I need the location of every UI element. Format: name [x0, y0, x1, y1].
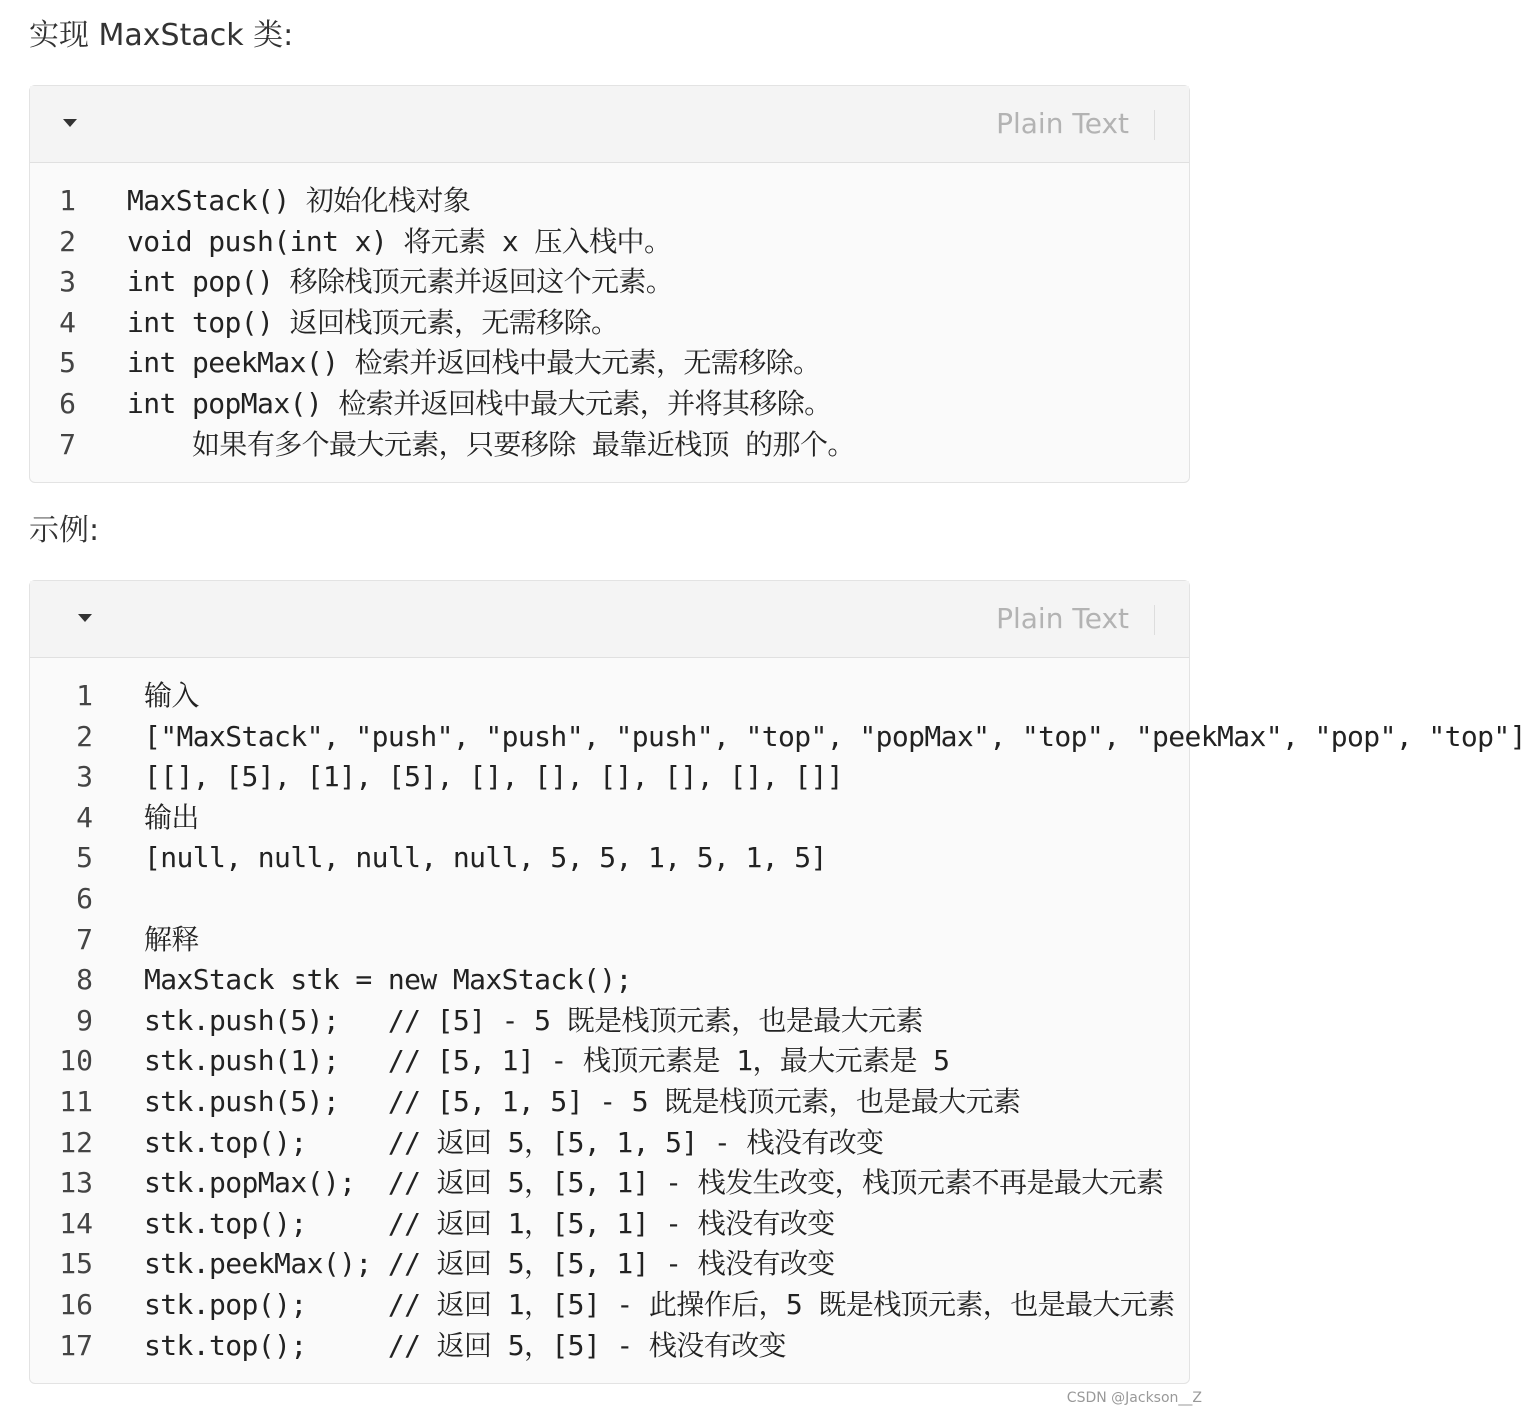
code-line: [30, 303, 1189, 344]
line-number: 13: [59, 1166, 93, 1200]
code-line: [30, 222, 1189, 263]
line-number: 11: [59, 1084, 93, 1118]
code-line: [30, 262, 1189, 303]
code-line: [30, 1204, 1189, 1245]
code-body: [30, 163, 1189, 465]
code-line: [30, 1326, 1189, 1367]
code-line: [30, 1123, 1189, 1164]
line-number: 3: [59, 265, 76, 299]
line-number: 5: [59, 346, 76, 380]
line-number: 4: [59, 305, 76, 339]
code-block-header: [30, 86, 1189, 163]
line-number: 17: [59, 1328, 93, 1362]
code-text: [null, null, null, null, 5, 5, 1, 5, 1, 5]: [144, 841, 827, 875]
code-line: [30, 1244, 1189, 1285]
line-number: 10: [59, 1044, 93, 1078]
language-label[interactable]: Plain Text: [996, 107, 1129, 140]
code-text: 输出: [144, 800, 199, 834]
code-text: MaxStack stk = new MaxStack();: [144, 963, 632, 997]
line-number: 2: [76, 719, 93, 753]
code-block-example: [29, 580, 1526, 1384]
code-text: 如果有多个最大元素，只要移除 最靠近栈顶 的那个。: [127, 427, 855, 461]
collapse-toggle-icon[interactable]: [78, 614, 92, 622]
code-text: ["MaxStack", "push", "push", "push", "top", "popMax", "top", "peekMax", "pop", "top"]: [144, 719, 1526, 753]
code-line: [30, 838, 1189, 879]
collapse-toggle-icon[interactable]: [63, 119, 77, 127]
code-text: stk.pop(); // 返回 1，[5] - 此操作后，5 既是栈顶元素，也是最大元素: [144, 1287, 1175, 1321]
code-text: 输入: [144, 679, 199, 712]
line-number: 4: [76, 800, 93, 834]
header-divider: [1154, 605, 1155, 635]
code-text: stk.top(); // 返回 5，[5] - 栈没有改变: [144, 1328, 786, 1362]
code-line: [30, 1041, 1189, 1082]
code-block-header: [30, 581, 1189, 658]
line-number: 14: [59, 1206, 93, 1240]
code-text: 解释: [144, 922, 199, 956]
line-number: 6: [76, 881, 93, 915]
code-text: stk.push(5); // [5, 1, 5] - 5 既是栈顶元素，也是最大元素: [144, 1084, 1021, 1118]
line-number: 7: [76, 922, 93, 956]
code-text: stk.push(1); // [5, 1] - 栈顶元素是 1，最大元素是 5: [144, 1044, 950, 1078]
code-text: stk.popMax(); // 返回 5，[5, 1] - 栈发生改变，栈顶元素不再是最大元素: [144, 1166, 1164, 1200]
code-text: stk.top(); // 返回 1，[5, 1] - 栈没有改变: [144, 1206, 835, 1240]
code-line: [30, 960, 1189, 1001]
section-heading-class: 实现 MaxStack 类:: [29, 18, 294, 53]
line-number: 8: [76, 963, 93, 997]
language-label[interactable]: Plain Text: [996, 602, 1129, 635]
code-body: [30, 658, 1526, 1366]
code-text: [[], [5], [1], [5], [], [], [], [], [], []]: [144, 760, 844, 794]
line-number: 3: [76, 760, 93, 794]
code-text: stk.push(5); // [5] - 5 既是栈顶元素，也是最大元素: [144, 1003, 923, 1037]
line-number: 9: [76, 1003, 93, 1037]
code-line: [30, 343, 1189, 384]
code-text: int popMax() 检索并返回栈中最大元素，并将其移除。: [127, 386, 832, 420]
code-text: int top() 返回栈顶元素，无需移除。: [127, 305, 619, 339]
code-line: [30, 1163, 1189, 1204]
line-number: 1: [59, 184, 76, 217]
code-text: void push(int x) 将元素 x 压入栈中。: [127, 224, 672, 258]
code-line: [30, 181, 1189, 222]
code-line: [30, 920, 1189, 961]
code-line: [30, 879, 1189, 920]
code-line: [30, 1001, 1189, 1042]
line-number: 16: [59, 1287, 93, 1321]
header-divider: [1154, 110, 1155, 140]
line-number: 6: [59, 386, 76, 420]
line-number: 5: [76, 841, 93, 875]
code-text: stk.peekMax(); // 返回 5，[5, 1] - 栈没有改变: [144, 1247, 835, 1281]
line-number: 1: [76, 679, 93, 712]
code-line: [30, 757, 1189, 798]
code-line: [30, 717, 1526, 758]
code-block-class-definition: [29, 85, 1190, 483]
section-heading-example: 示例:: [29, 513, 100, 548]
line-number: 7: [59, 427, 76, 461]
code-line: [30, 1082, 1189, 1123]
code-text: int pop() 移除栈顶元素并返回这个元素。: [127, 265, 674, 299]
code-line: [30, 798, 1189, 839]
code-text: stk.top(); // 返回 5，[5, 1, 5] - 栈没有改变: [144, 1125, 884, 1159]
code-line: [30, 1285, 1189, 1326]
code-line: [30, 676, 1189, 717]
code-text: int peekMax() 检索并返回栈中最大元素，无需移除。: [127, 346, 821, 380]
code-text: MaxStack() 初始化栈对象: [127, 184, 471, 217]
code-line: [30, 425, 1189, 466]
code-line: [30, 384, 1189, 425]
line-number: 15: [59, 1247, 93, 1281]
watermark: CSDN @Jackson__Z: [1066, 1390, 1202, 1406]
line-number: 12: [59, 1125, 93, 1159]
line-number: 2: [59, 224, 76, 258]
